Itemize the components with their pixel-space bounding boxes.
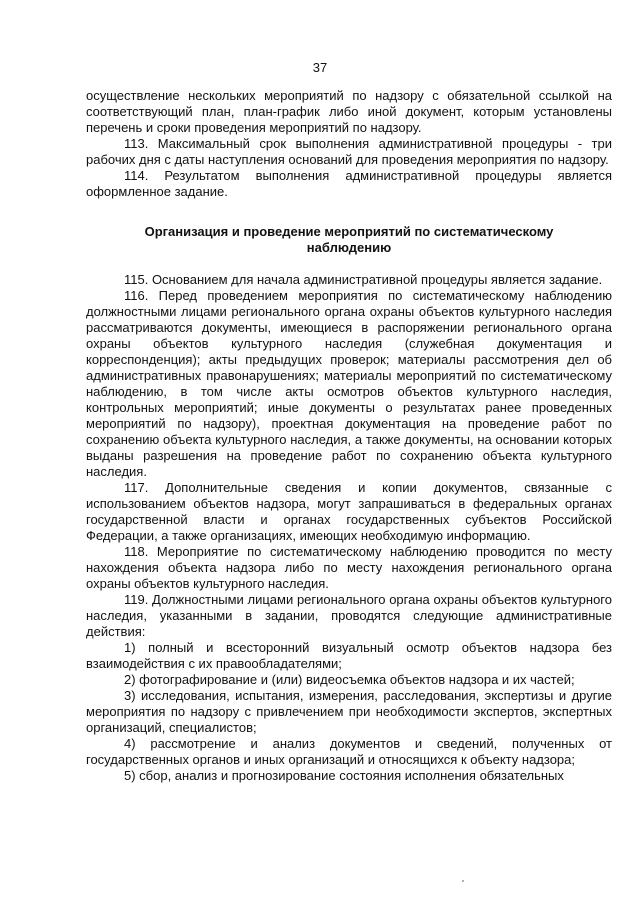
paragraph-113: 113. Максимальный срок выполнения административной процедуры - три рабочих дня с даты наступления оснований для проведения мероприятия по надзору. [86, 136, 612, 167]
scan-speck [462, 880, 464, 882]
paragraph-117: 117. Дополнительные сведения и копии документов, связанные с использованием объектов надзора, могут запрашиваться в федеральных органах государственной власти и органах государственных субъектов Российской Федерации, а также организациях, имеющих необходимую информацию. [86, 480, 612, 543]
list-item-3: 3) исследования, испытания, измерения, расследования, экспертизы и другие мероприятия по надзору с привлечением при необходимости экспертов, экспертных организаций, специалистов; [86, 688, 612, 735]
paragraph-continuation: осуществление нескольких мероприятий по надзору с обязательной ссылкой на соответствующий план, план-график либо иной документ, которым установлены перечень и сроки проведения мероприятий по надзору. [86, 88, 612, 135]
paragraph-115: 115. Основанием для начала административной процедуры является задание. [124, 272, 603, 287]
paragraph-114: 114. Результатом выполнения административной процедуры является оформленное задание. [86, 168, 612, 199]
page-body [86, 88, 612, 784]
paragraph-116: 116. Перед проведением мероприятия по систематическому наблюдению должностными лицами регионального органа охраны объектов культурного наследия рассматриваются документы, имеющиеся в распоряжении регионального органа охраны объектов культурного наследия (служебная документация и корреспонденция); акты предыдущих проверок; материалы рассмотрения дел об административных правонарушениях; материалы мероприятий по систематическому наблюдению, в том числе акты осмотров объектов культурного наследия, контрольных мероприятий; иные документы о результатах ранее проведенных мероприятий по надзору), проектная документация на проведение работ по сохранению объекта культурного наследия, а также документы, на основании которых выданы разрешения на проведение работ по сохранению объекта культурного наследия. [86, 288, 612, 479]
list-item-4: 4) рассмотрение и анализ документов и сведений, полученных от государственных органов и иных организаций и относящихся к объекту надзора; [86, 736, 612, 767]
paragraph-118: 118. Мероприятие по систематическому наблюдению проводится по месту нахождения объекта надзора либо по месту нахождения регионального органа охраны объектов культурного наследия. [86, 544, 612, 591]
page-number: 37 [312, 60, 328, 75]
section-heading: Организация и проведение мероприятий по систематическому наблюдению [144, 224, 554, 255]
list-item-1: 1) полный и всесторонний визуальный осмотр объектов надзора без взаимодействия с их правообладателями; [86, 640, 612, 671]
list-item-5: 5) сбор, анализ и прогнозирование состояния исполнения обязательных [124, 768, 564, 783]
paragraph-119: 119. Должностными лицами регионального органа охраны объектов культурного наследия, указанными в задании, проводятся следующие административные действия: [86, 592, 612, 639]
list-item-2: 2) фотографирование и (или) видеосъемка объектов надзора и их частей; [124, 672, 575, 687]
